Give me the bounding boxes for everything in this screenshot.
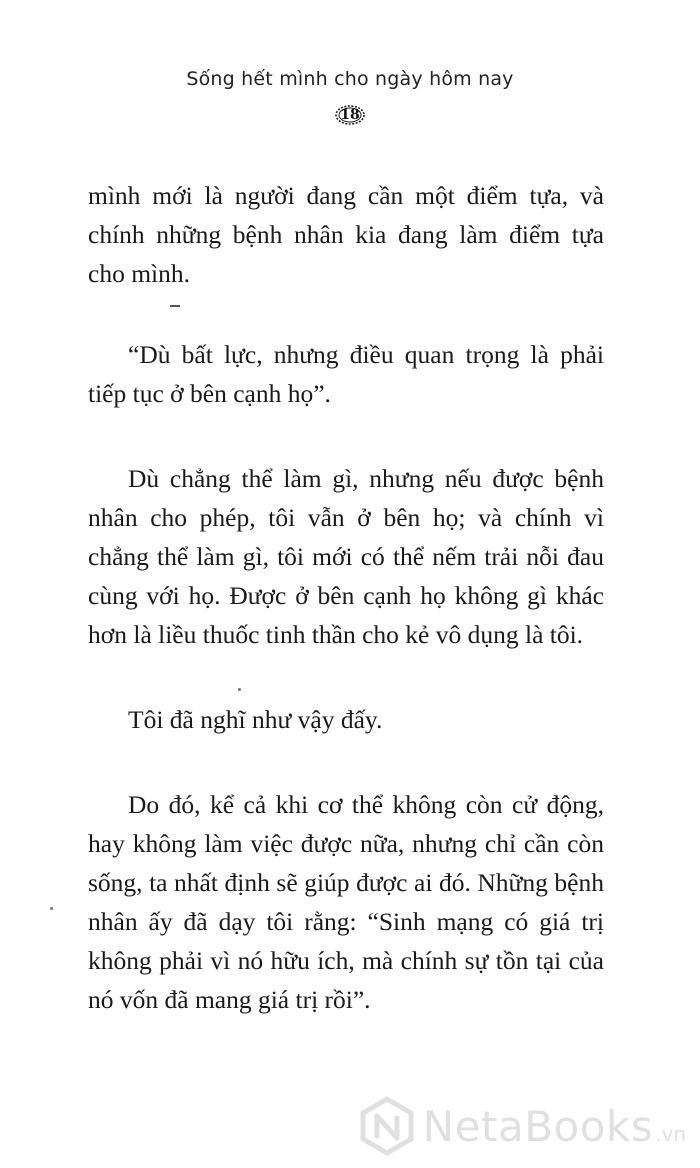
netabooks-logo-icon <box>359 1096 415 1156</box>
watermark-brand: NetaBooks <box>422 1101 654 1151</box>
body-text <box>88 176 604 1019</box>
paragraph: Dù chẳng thể làm gì, nhưng nếu được bệnh nhân cho phép, tôi vẫn ở bên họ; và chính vì chẳng thể làm gì, tôi mới có thể nếm trải nỗi đau cùng với họ. Được ở bên cạnh họ không gì khác hơn là liều thuốc tinh thần cho kẻ vô dụng là tôi. <box>88 464 604 649</box>
speck-mark <box>50 907 53 910</box>
paragraph: Tôi đã nghĩ như vậy đấy. <box>128 705 383 734</box>
paragraph: Do đó, kể cả khi cơ thể không còn cử động, hay không làm việc được nữa, nhưng chỉ cần còn sống, ta nhất định sẽ giúp được ai đó. Những bệnh nhân ấy đã dạy tôi rằng: “Sinh mạng có giá trị không phải vì nó hữu ích, mà chính sự tồn tại của nó vốn đã mang giá trị rồi”. <box>88 790 604 1014</box>
page-number-text: 18 <box>340 107 360 123</box>
watermark <box>359 1096 686 1156</box>
watermark-suffix: .vn <box>655 1122 686 1146</box>
paragraph: mình mới là người đang cần một điểm tựa, và chính những bệnh nhân kia đang làm điểm tựa cho mình. <box>88 181 604 288</box>
paragraph: “Dù bất lực, nhưng điều quan trọng là phải tiếp tục ở bên cạnh họ”. <box>88 340 604 408</box>
running-head: Sống hết mình cho ngày hôm nay <box>186 68 514 90</box>
page-number <box>334 104 366 126</box>
